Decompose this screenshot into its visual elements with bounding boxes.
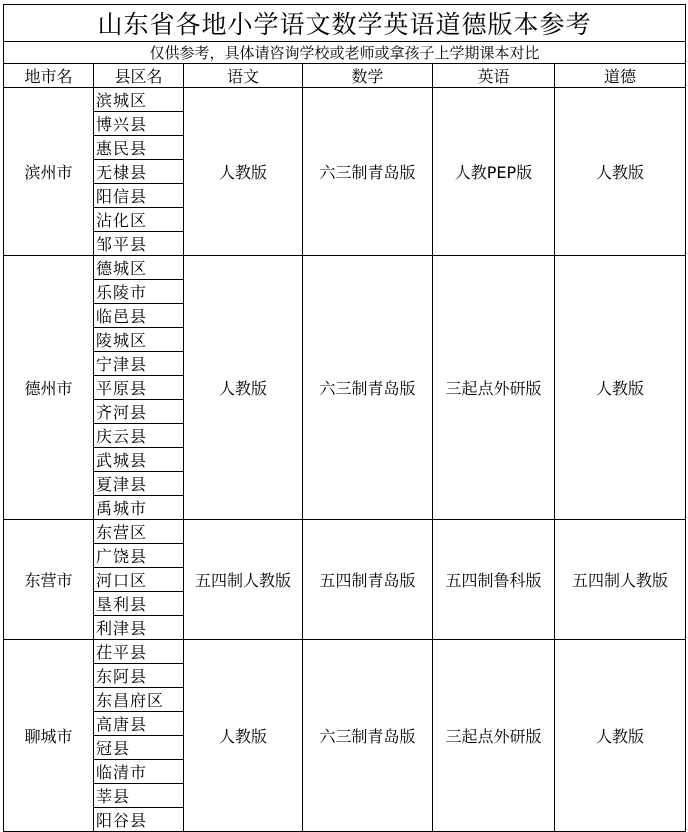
math-version-cell: 六三制青岛版 [303, 88, 433, 256]
table-row [4, 520, 686, 544]
page-subtitle: 仅供参考，具体请咨询学校或老师或拿孩子上学期课本对比 [4, 42, 686, 64]
county-cell: 宁津县 [94, 352, 184, 376]
county-cell: 平原县 [94, 376, 184, 400]
county-cell: 冠县 [94, 736, 184, 760]
county-cell: 武城县 [94, 448, 184, 472]
county-cell: 德城区 [94, 256, 184, 280]
page-title: 山东省各地小学语文数学英语道德版本参考 [4, 5, 686, 42]
county-cell: 东阿县 [94, 664, 184, 688]
county-cell: 博兴县 [94, 112, 184, 136]
county-cell: 莘县 [94, 784, 184, 808]
city-cell: 德州市 [4, 256, 94, 520]
header-county: 县区名 [94, 64, 184, 88]
header-english: 英语 [433, 64, 555, 88]
county-cell: 夏津县 [94, 472, 184, 496]
county-cell: 东营区 [94, 520, 184, 544]
county-cell: 无棣县 [94, 160, 184, 184]
county-cell: 广饶县 [94, 544, 184, 568]
county-cell: 乐陵市 [94, 280, 184, 304]
chinese-version-cell: 五四制人教版 [184, 520, 303, 640]
county-cell: 庆云县 [94, 424, 184, 448]
math-version-cell: 六三制青岛版 [303, 640, 433, 832]
math-version-cell: 六三制青岛版 [303, 256, 433, 520]
city-cell: 聊城市 [4, 640, 94, 832]
english-version-cell: 五四制鲁科版 [433, 520, 555, 640]
city-cell: 东营市 [4, 520, 94, 640]
chinese-version-cell: 人教版 [184, 640, 303, 832]
county-cell: 阳信县 [94, 184, 184, 208]
chinese-version-cell: 人教版 [184, 256, 303, 520]
table-row [4, 88, 686, 112]
county-cell: 河口区 [94, 568, 184, 592]
chinese-version-cell: 人教版 [184, 88, 303, 256]
city-cell: 滨州市 [4, 88, 94, 256]
english-version-cell: 三起点外研版 [433, 256, 555, 520]
header-row [4, 64, 686, 88]
county-cell: 茌平县 [94, 640, 184, 664]
morality-version-cell: 五四制人教版 [555, 520, 686, 640]
header-city: 地市名 [4, 64, 94, 88]
county-cell: 陵城区 [94, 328, 184, 352]
header-chinese: 语文 [184, 64, 303, 88]
county-cell: 阳谷县 [94, 808, 184, 832]
english-version-cell: 人教PEP版 [433, 88, 555, 256]
header-morality: 道德 [555, 64, 686, 88]
textbook-table [3, 4, 686, 832]
county-cell: 沾化区 [94, 208, 184, 232]
morality-version-cell: 人教版 [555, 256, 686, 520]
math-version-cell: 五四制青岛版 [303, 520, 433, 640]
county-cell: 利津县 [94, 616, 184, 640]
morality-version-cell: 人教版 [555, 640, 686, 832]
county-cell: 东昌府区 [94, 688, 184, 712]
county-cell: 邹平县 [94, 232, 184, 256]
morality-version-cell: 人教版 [555, 88, 686, 256]
county-cell: 滨城区 [94, 88, 184, 112]
county-cell: 高唐县 [94, 712, 184, 736]
county-cell: 临邑县 [94, 304, 184, 328]
county-cell: 禹城市 [94, 496, 184, 520]
table-row [4, 256, 686, 280]
county-cell: 临清市 [94, 760, 184, 784]
header-math: 数学 [303, 64, 433, 88]
county-cell: 惠民县 [94, 136, 184, 160]
county-cell: 齐河县 [94, 400, 184, 424]
table-row [4, 640, 686, 664]
county-cell: 垦利县 [94, 592, 184, 616]
english-version-cell: 三起点外研版 [433, 640, 555, 832]
